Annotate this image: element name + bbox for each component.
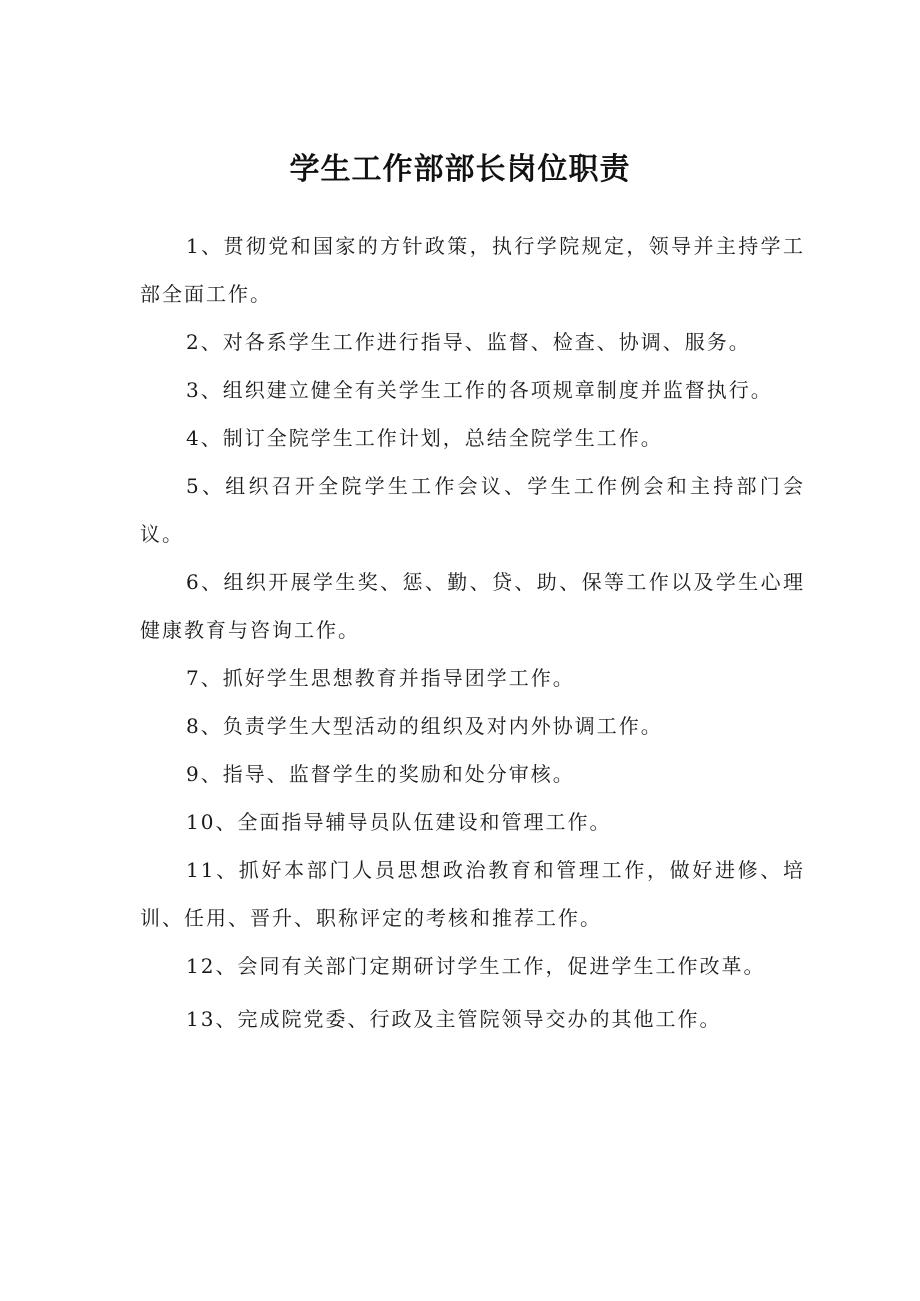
duty-item-3: 3、组织建立健全有关学生工作的各项规章制度并监督执行。 <box>186 378 773 402</box>
duty-item-4: 4、制订全院学生工作计划，总结全院学生工作。 <box>186 426 663 450</box>
duty-item-12: 12、会同有关部门定期研讨学生工作，促进学生工作改革。 <box>186 954 766 978</box>
document-title: 学生工作部部长岗位职责 <box>289 152 631 187</box>
duty-item-7: 7、抓好学生思想教育并指导团学工作。 <box>186 666 575 690</box>
duty-item-13: 13、完成院党委、行政及主管院领导交办的其他工作。 <box>186 1007 722 1031</box>
duty-list <box>140 222 805 1043</box>
duty-item-10: 10、全面指导辅导员队伍建设和管理工作。 <box>186 810 612 834</box>
duty-item-11: 11、抓好本部门人员思想政治教育和管理工作，做好进修、培训、任用、晋升、职称评定的考核和推荐工作。 <box>140 858 805 930</box>
duty-item-1: 1、贯彻党和国家的方针政策，执行学院规定，领导并主持学工部全面工作。 <box>140 234 805 306</box>
duty-item-8: 8、负责学生大型活动的组织及对内外协调工作。 <box>186 714 663 738</box>
duty-item-6: 6、组织开展学生奖、惩、勤、贷、助、保等工作以及学生心理健康教育与咨询工作。 <box>140 570 805 642</box>
duty-item-9: 9、指导、监督学生的奖励和处分审核。 <box>186 762 575 786</box>
duty-item-5: 5、组织召开全院学生工作会议、学生工作例会和主持部门会议。 <box>140 474 805 546</box>
duty-item-2: 2、对各系学生工作进行指导、监督、检查、协调、服务。 <box>186 330 751 354</box>
